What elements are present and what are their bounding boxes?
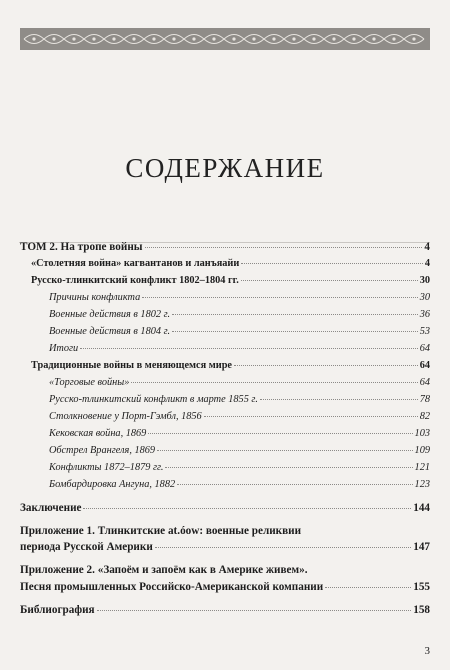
toc-entry-title: Русско-тлинкитский конфликт в марте 1855 г.: [49, 394, 258, 405]
leader-dots: [165, 467, 412, 468]
toc-entry-page: 158: [413, 604, 430, 616]
leader-dots: [241, 280, 418, 281]
leader-dots: [145, 247, 423, 248]
toc-entry-title-line1: Приложение 1. Тлинкитские at.óow: военные реликвии: [20, 525, 302, 537]
toc-entry-title: Кековская война, 1869: [49, 428, 147, 439]
toc-entry-title: «Торговые войны»: [49, 377, 130, 388]
toc-entry: [31, 274, 430, 288]
toc-entry-title: Традиционные войны в меняющемся мире: [31, 360, 233, 371]
toc-entry: [49, 444, 430, 458]
leader-dots: [204, 416, 418, 417]
toc-entry: [49, 461, 430, 475]
page-title: СОДЕРЖАНИЕ: [125, 153, 325, 183]
leader-dots: [157, 450, 412, 451]
toc-entry-title: «Столетняя война» кагвантанов и ланъяайи: [31, 258, 240, 269]
toc-entry: [20, 540, 430, 554]
toc-entry: [49, 410, 430, 424]
toc-entry: [20, 501, 430, 515]
toc-entry-title-line2: периода Русской Америки: [20, 541, 153, 553]
toc-entry-page: 64: [419, 343, 430, 354]
toc-entry-page: 4: [424, 241, 430, 253]
toc-entry-page: 36: [419, 309, 430, 320]
leader-dots: [172, 314, 418, 315]
leader-dots: [241, 263, 423, 264]
leader-dots: [148, 433, 412, 434]
toc-entry: [31, 257, 430, 271]
leader-dots: [177, 484, 412, 485]
toc-entry-title: Библиография: [20, 604, 95, 616]
toc-entry: [49, 427, 430, 441]
toc-entry: [49, 308, 430, 322]
toc-entry-page: 144: [413, 502, 430, 514]
toc-entry-title: Итоги: [49, 343, 79, 354]
leader-dots: [325, 587, 411, 588]
toc-entry-page: 78: [419, 394, 430, 405]
toc-entry-title-line1: Приложение 2. «Запоём и запоём как в Америке живем».: [20, 564, 308, 576]
decorative-header-ornament: [20, 28, 430, 50]
toc-entry: [49, 342, 430, 356]
toc-entry-title: Обстрел Врангеля, 1869: [49, 445, 156, 456]
toc-entry-page: 30: [419, 292, 430, 303]
toc-entry: [49, 325, 430, 339]
toc-entry-page: 155: [413, 581, 430, 593]
toc-entry-page: 147: [413, 541, 430, 553]
leader-dots: [234, 365, 418, 366]
leader-dots: [155, 547, 411, 548]
toc-entry-page: 109: [414, 445, 430, 456]
toc-entry: [20, 580, 430, 594]
toc-entry: [20, 603, 430, 617]
toc-entry-title: Русско-тлинкитский конфликт 1802–1804 гг.: [31, 275, 239, 286]
toc-entry-title: Конфликты 1872–1879 гг.: [49, 462, 164, 473]
toc-entry-page: 123: [414, 479, 430, 490]
toc-entry-title: Военные действия в 1804 г.: [49, 326, 171, 337]
toc-entry-title: Заключение: [20, 502, 82, 514]
toc-entry-title: Столкновение у Порт-Гэмбл, 1856: [49, 411, 202, 422]
toc-entry-title: Причины конфликта: [49, 292, 141, 303]
toc-entry-page: 64: [419, 360, 430, 371]
page-number: 3: [424, 645, 430, 657]
toc-entry-page: 121: [414, 462, 430, 473]
leader-dots: [97, 610, 412, 611]
toc-entry: [49, 393, 430, 407]
leader-dots: [172, 331, 418, 332]
toc-entry: [49, 291, 430, 305]
toc-entry-title-line2: Песня промышленных Российско-Американской компании: [20, 581, 324, 593]
toc-entry-page: 4: [424, 258, 430, 269]
toc-entry-page: 82: [419, 411, 430, 422]
toc-entry-page: 53: [419, 326, 430, 337]
toc-entry-title: Военные действия в 1802 г.: [49, 309, 171, 320]
leader-dots: [131, 382, 417, 383]
leader-dots: [83, 508, 411, 509]
toc-entry: [49, 478, 430, 492]
leader-dots: [80, 348, 418, 349]
toc-entry-page: 30: [419, 275, 430, 286]
toc-entry: [31, 359, 430, 373]
toc-entry-page: 64: [419, 377, 430, 388]
leader-dots: [260, 399, 418, 400]
toc-entry: [49, 376, 430, 390]
toc-entry-page: 103: [414, 428, 430, 439]
toc-entry: [20, 240, 430, 254]
toc-entry-title: ТОМ 2. На тропе войны: [20, 241, 143, 253]
leader-dots: [142, 297, 417, 298]
toc-entry-title: Бомбардировка Ангуна, 1882: [49, 479, 176, 490]
